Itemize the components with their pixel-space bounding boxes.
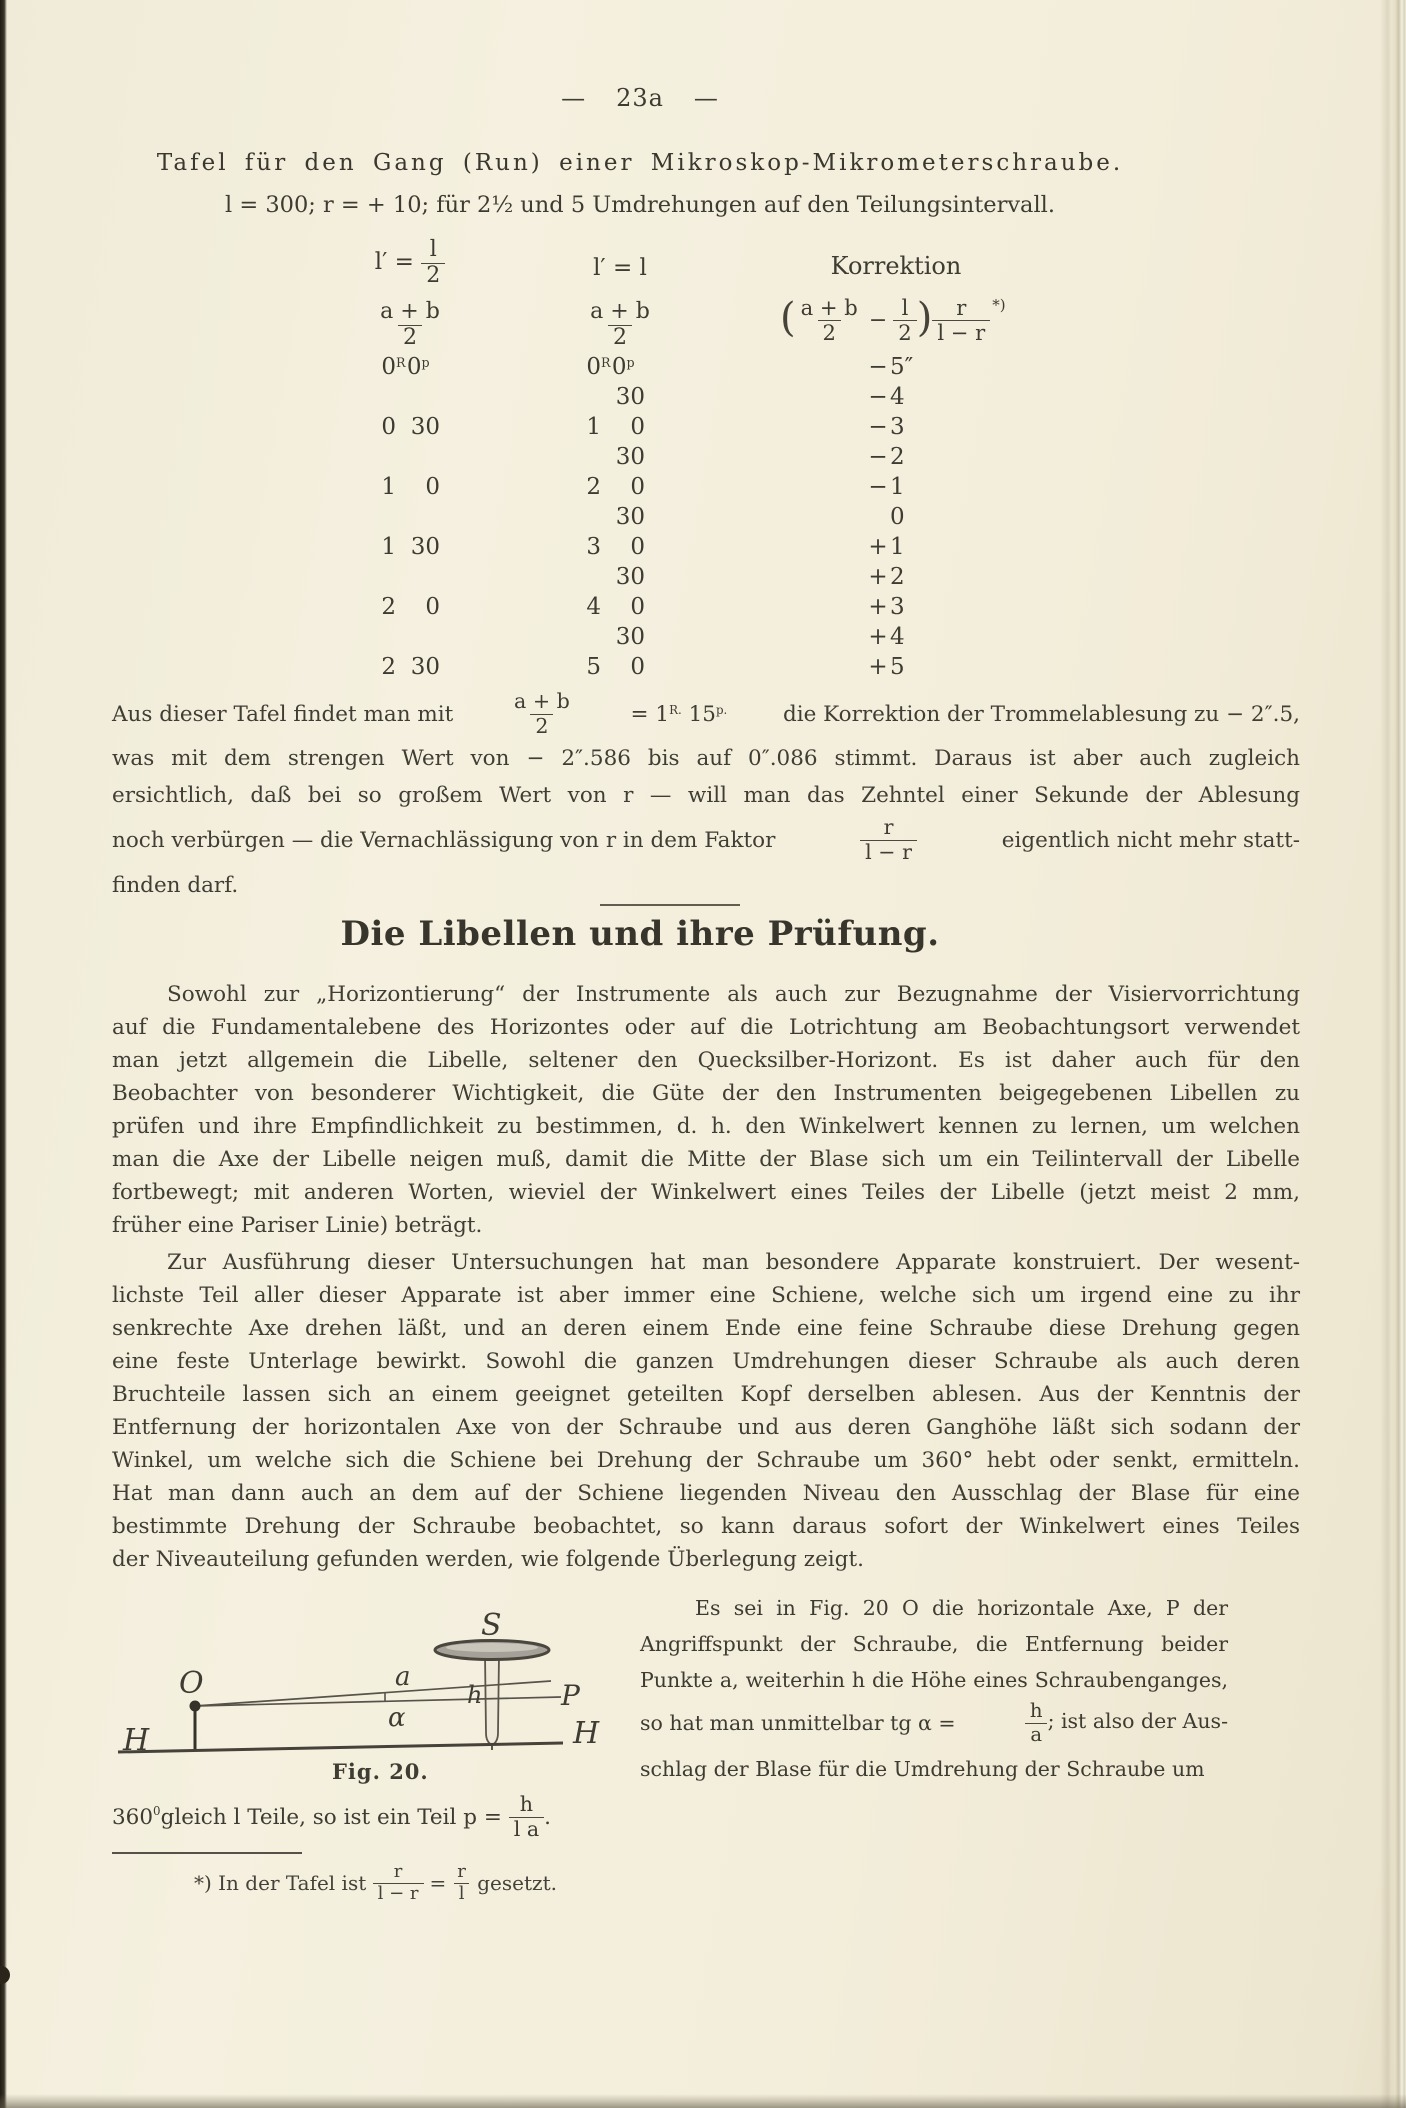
page-left-binding-edge — [0, 0, 7, 2108]
label-O: O — [179, 1666, 204, 1701]
col1-header-lhs: l′ = — [374, 249, 414, 276]
korrektion-formula: ( $\frac{a + b}{2}$ − $\frac{l}{2}$ ) $\frac{r}{l - r}$ *) — [780, 295, 1006, 345]
screw-shaft — [485, 1655, 499, 1745]
section-heading: Die Libellen und ihre Prüfung. — [340, 914, 940, 954]
text-line: Bruchteile lassen sich an einem geeignet geteilten Kopf derselben ablesen. Aus der Kenntnis der — [112, 1382, 1300, 1407]
text-line: bestimmte Drehung der Schraube beobachtet, so kann daraus sofort der Winkelwert eines Teiles — [112, 1514, 1300, 1539]
label-H-left: H — [123, 1723, 150, 1758]
text-line: Winkel, um welche sich die Schiene bei Drehung der Schraube um 360° hebt oder senkt, ermitteln. — [112, 1448, 1300, 1473]
table-title: Tafel für den Gang (Run) einer Mikroskop-Mikrometerschraube. — [156, 150, 1124, 176]
text-line: noch verbürgen — die Vernachlässigung von r in dem Faktor $\frac{r}{l - r}$ eigentlich nicht mehr statt- — [112, 815, 1300, 864]
table-row: 30 + 4 — [615, 624, 905, 650]
text-line: Entfernung der horizontalen Axe von der Schraube und aus deren Ganghöhe läßt sich sodann der — [112, 1415, 1300, 1440]
table-col3-header: Korrektion — [830, 252, 962, 280]
page-bottom-edge — [0, 2094, 1406, 2108]
text-line: Es sei in Fig. 20 O die horizontale Axe, P der — [695, 1596, 1228, 1620]
table-row: 30 − 2 — [615, 444, 905, 470]
col1-header-formula: $\frac{a + b}{2}$ — [380, 299, 440, 350]
label-S: S — [481, 1608, 502, 1643]
text-line: Aus dieser Tafel findet man mit $\frac{a + b}{2}$ = $1^{R.}$ $15^{p.}$ die Korrektion der Trommelablesung zu − 2″.5, — [112, 689, 1300, 738]
page-right-edge — [1380, 0, 1406, 2108]
screw-handle-highlight — [446, 1643, 538, 1652]
footnote: *) In der Tafel ist $\frac{r}{l - r}$ = $\frac{r}{l}$ gesetzt. — [194, 1861, 557, 1904]
col1-header-fraction: $\frac{l}{2}$ — [421, 238, 445, 288]
table-col1-header — [330, 238, 490, 288]
table-subtitle: l = 300; r = + 10; für 2½ und 5 Umdrehungen auf den Teilungsintervall. — [224, 192, 1056, 218]
paragraph-figure-explanation — [640, 1590, 1228, 1786]
table-row: 30 0 — [615, 504, 905, 530]
paragraph-table-discussion — [112, 688, 1300, 902]
table-row: 2 30 5 0 + 5 — [381, 654, 905, 680]
text-line-360: 360 0 gleich l Teile, so ist ein Teil p = $\frac{h}{\text{l a}}$ . — [112, 1792, 551, 1841]
text-line: Angriffspunkt der Schraube, die Entfernung beider — [640, 1632, 1228, 1656]
text-line: schlag der Blase für die Umdrehung der Schraube um — [640, 1757, 1205, 1781]
text-line: der Niveauteilung gefunden werden, wie folgende Überlegung zeigt. — [112, 1547, 864, 1572]
table-col2-header: l′ = l — [593, 255, 647, 281]
paren-close: ) — [916, 295, 933, 342]
text-line: Punkte a, weiterhin h die Höhe eines Schraubenganges, — [640, 1668, 1228, 1692]
minus-operator: − — [868, 307, 888, 333]
text-line: früher eine Pariser Linie) beträgt. — [112, 1213, 483, 1238]
text-line: Beobachter von besonderer Wichtigkeit, die Güte der den Instrumenten beigegebenen Libellen zu — [112, 1081, 1300, 1106]
table-body — [0, 352, 1100, 682]
text-line: auf die Fundamentalebene des Horizontes oder auf die Lotrichtung am Beobachtungsort verwendet — [112, 1015, 1300, 1040]
text-line: fortbewegt; mit anderen Worten, wieviel der Winkelwert eines Teiles der Libelle (jetzt meist 2 mm, — [112, 1180, 1300, 1205]
section-divider-rule — [600, 904, 740, 906]
figure-caption: Fig. 20. — [332, 1759, 429, 1784]
table-row: 2 0 4 0 + 3 — [381, 594, 905, 620]
page-number — [0, 84, 1280, 112]
page-number-value: 23a — [616, 84, 664, 112]
text-line: prüfen und ihre Empfindlichkeit zu bestimmen, d. h. den Winkelwert kennen zu lernen, um welchen — [112, 1114, 1300, 1139]
label-H-right: H — [573, 1716, 600, 1751]
label-a: a — [395, 1662, 411, 1692]
text-line: eine feste Unterlage bewirkt. Sowohl die ganzen Umdrehungen dieser Schraube als auch deren — [112, 1349, 1300, 1374]
text-line: senkrechte Axe drehen läßt, und an deren einem Ende eine feine Schraube diese Drehung gegen — [112, 1316, 1300, 1341]
text-line: ersichtlich, daß bei so großem Wert von r — will man das Zehntel einer Sekunde der Ablesung — [112, 783, 1300, 808]
text-line: was mit dem strengen Wert von − 2″.586 bis auf 0″.086 stimmt. Daraus ist aber auch zugleich — [112, 746, 1300, 771]
paragraph-apparate — [112, 1246, 1300, 1576]
page-number-dash-right: — — [693, 84, 719, 112]
label-alpha: α — [388, 1703, 406, 1733]
figure-20-drawing — [95, 1593, 615, 1805]
text-line: Zur Ausführung dieser Untersuchungen hat man besondere Apparate konstruiert. Der wesent- — [167, 1250, 1300, 1275]
page-number-dash-left: — — [561, 84, 587, 112]
text-line: man jetzt allgemein die Libelle, seltener den Quecksilber-Horizont. Es ist daher auch für den — [112, 1048, 1300, 1073]
label-h: h — [467, 1681, 483, 1709]
text-line: man die Axe der Libelle neigen muß, damit die Mitte der Blase sich um ein Teilintervall der Libelle — [112, 1147, 1300, 1172]
col2-header-formula: $\frac{a + b}{2}$ — [590, 299, 650, 350]
text-line: Hat man dann auch an dem auf der Schiene liegenden Niveau den Ausschlag der Blase für eine — [112, 1481, 1300, 1506]
paren-open: ( — [780, 295, 796, 342]
table-row: 30 + 2 — [615, 564, 905, 590]
text-line: so hat man unmittelbar tg α = $\frac{h}{a}$ ; ist also der Aus- — [640, 1699, 1228, 1746]
binding-mark — [0, 1966, 10, 1984]
table-row: 1 30 3 0 + 1 — [381, 534, 905, 560]
text-line: finden darf. — [112, 873, 239, 898]
paragraph-libellen-intro — [112, 978, 1300, 1242]
footnote-rule — [112, 1852, 302, 1854]
figure-20 — [95, 1593, 615, 1805]
table-row: 30 − 4 — [615, 384, 905, 410]
horizon-baseline — [118, 1743, 563, 1752]
table-row: $0^R0^p$ $0^R0^p$ − 5″ — [381, 354, 914, 380]
text-line: lichste Teil aller dieser Apparate ist aber immer eine Schiene, welche sich um irgend eine zu ihr — [112, 1283, 1300, 1308]
label-P: P — [561, 1679, 580, 1712]
footnote-marker: *) — [992, 296, 1006, 315]
table-row: 1 0 2 0 − 1 — [381, 474, 905, 500]
table-row: 0 30 1 0 − 3 — [381, 414, 905, 440]
text-line: Sowohl zur „Horizontierung“ der Instrumente als auch zur Bezugnahme der Visiervorrichtung — [167, 982, 1300, 1007]
